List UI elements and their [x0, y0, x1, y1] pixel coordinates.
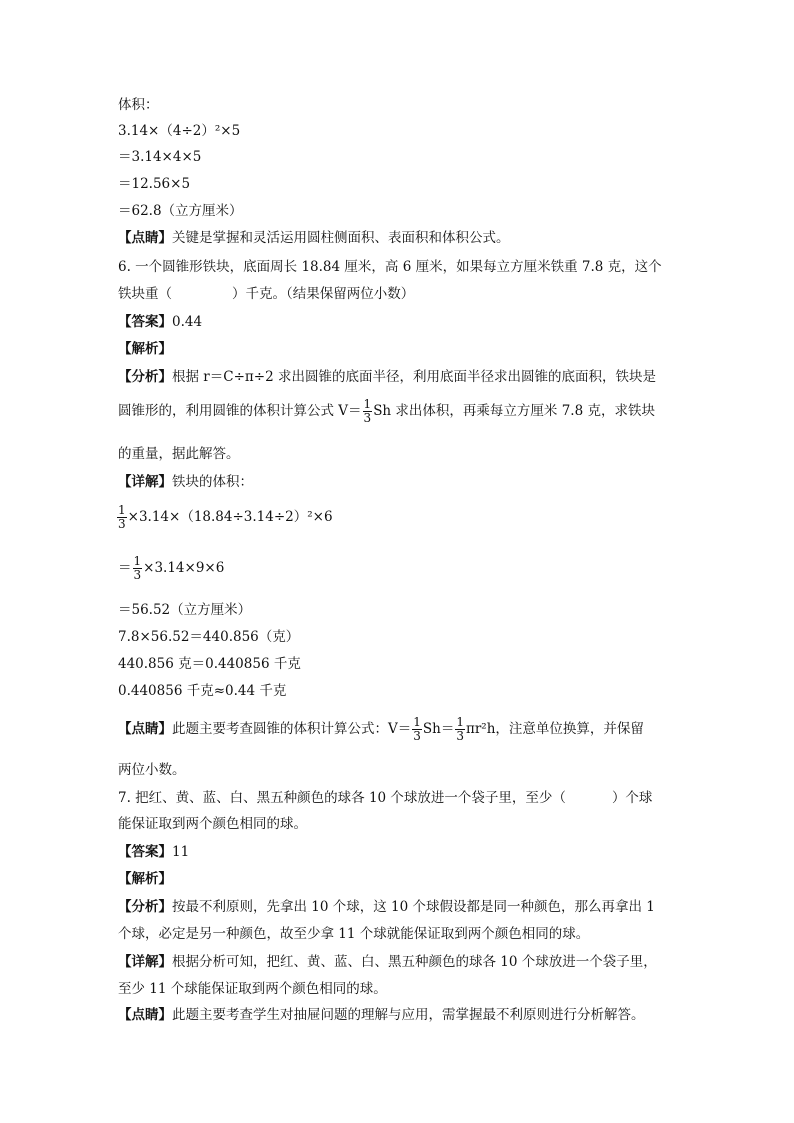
detail-line [118, 473, 253, 491]
detail-tag: 【详解】 [118, 474, 172, 490]
analysis-line-3: 的重量，据此解答。 [118, 446, 240, 462]
analysis-line-2: 个球，必定是另一种颜色，故至少拿 11 个球就能保证取到两个颜色相同的球。 [118, 926, 590, 942]
key-point-tag: 【点睛】 [118, 721, 172, 737]
question-6-line-2 [118, 285, 414, 303]
fraction: $\frac{1}{3}$ [363, 397, 372, 425]
analysis-tag: 【分析】 [118, 369, 172, 385]
question-7-line-1: 7. 把红、黄、蓝、白、黑五种颜色的球各 10 个球放进一个袋子里，至少（ ）个球 [118, 790, 653, 806]
answer-text: 0.44 [172, 314, 203, 330]
answer-text: 11 [172, 844, 190, 860]
question-7-line-2: 能保证取到两个颜色相同的球。 [118, 816, 307, 832]
calc-line-1: $\frac{1}{3}$ ×3.14×（18.84÷3.14÷2）²×6 [118, 503, 333, 531]
calc-line-5: 440.856 克＝0.440856 千克 [118, 656, 301, 672]
detail-line-1: 【详解】根据分析可知，把红、黄、蓝、白、黑五种颜色的球各 10 个球放进一个袋子里， [118, 954, 657, 970]
calc-line-2: ＝ $\frac{1}{3}$ ×3.14×9×6 [118, 554, 225, 582]
text-line: ＝62.8（立方厘米） [118, 203, 243, 219]
fraction: $\frac{1}{3}$ [456, 715, 464, 743]
analysis-tag: 【分析】 [118, 899, 172, 915]
calc-line-3: ＝56.52（立方厘米） [118, 602, 252, 618]
text-line: ＝3.14×4×5 [118, 149, 202, 165]
analysis-text: 圆锥形的，利用圆锥的体积计算公式 V＝ [118, 403, 362, 419]
analysis-line-1: 【分析】按最不利原则，先拿出 10 个球，这 10 个球假设都是同一种颜色，那么再拿出 1 [118, 899, 655, 915]
key-point-tag: 【点睛】 [118, 230, 172, 246]
analysis-line-1 [118, 368, 656, 386]
analysis-text: Sh 求出体积，再乘每立方厘米 7.8 克，求铁块 [373, 403, 655, 419]
key-point-line: 【点睛】此题主要考查学生对抽屉问题的理解与应用，需掌握最不利原则进行分析解答。 [118, 1007, 645, 1023]
calc-line-4: 7.8×56.52＝440.856（克） [118, 629, 300, 645]
key-point-line-2: 两位小数。 [118, 762, 186, 778]
question-text: ）千克。（结果保留两位小数） [232, 286, 415, 302]
key-point-tag: 【点睛】 [118, 1007, 172, 1023]
answer-tag: 【答案】 [118, 314, 172, 330]
text-line: 体积： [118, 97, 159, 113]
key-point-text: 关键是掌握和灵活运用圆柱侧面积、表面积和体积公式。 [172, 230, 510, 246]
detail-tag: 【详解】 [118, 954, 172, 970]
analysis-line-2 [118, 398, 655, 425]
analysis-heading: 【解析】 [118, 871, 172, 887]
fraction: $\frac{1}{3}$ [133, 554, 142, 582]
answer-tag: 【答案】 [118, 844, 172, 860]
key-point-line: 【点睛】此题主要考查圆锥的体积计算公式：V＝ $\frac{1}{3}$ Sh＝ $\frac{1}{3}$ πr²h，注意单位换算，并保留 [118, 715, 644, 743]
text-line: 3.14×（4÷2）²×5 [118, 123, 241, 139]
question-text: 铁块重（ [118, 286, 172, 302]
answer-line [118, 843, 189, 861]
question-6-line-1: 6. 一个圆锥形铁块，底面周长 18.84 厘米，高 6 厘米，如果每立方厘米铁重 7.8 克，这个 [118, 259, 662, 275]
answer-line [118, 313, 202, 331]
fraction: $\frac{1}{3}$ [413, 715, 421, 743]
detail-line-2: 至少 11 个球能保证取到两个颜色相同的球。 [118, 981, 387, 997]
text-line: ＝12.56×5 [118, 176, 191, 192]
analysis-heading: 【解析】 [118, 341, 172, 357]
key-point-line [118, 229, 510, 247]
fraction: $\frac{1}{3}$ [118, 503, 126, 531]
detail-text: 铁块的体积： [172, 474, 253, 490]
calc-line-6: 0.440856 千克≈0.44 千克 [118, 683, 287, 699]
analysis-text: 根据 r＝C÷π÷2 求出圆锥的底面半径，利用底面半径求出圆锥的底面积，铁块是 [172, 369, 656, 385]
